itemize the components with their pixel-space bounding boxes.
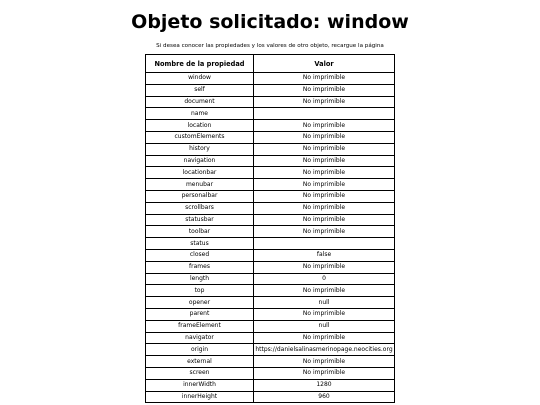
property-value-cell — [254, 108, 395, 120]
table-row — [146, 167, 395, 179]
property-value-cell: No imprimible — [254, 332, 395, 344]
property-name-cell: closed — [146, 249, 254, 261]
table-body — [146, 73, 395, 403]
table-row — [146, 297, 395, 309]
table-row — [146, 308, 395, 320]
property-value-cell: 0 — [254, 273, 395, 285]
property-name-cell: customElements — [146, 131, 254, 143]
table-row — [146, 108, 395, 120]
property-value-cell: No imprimible — [254, 120, 395, 132]
property-name-cell: self — [146, 84, 254, 96]
property-name-cell: top — [146, 285, 254, 297]
property-name-cell: menubar — [146, 179, 254, 191]
page-title: Objeto solicitado: window — [131, 11, 409, 33]
table-row — [146, 367, 395, 379]
table-row — [146, 202, 395, 214]
property-name-cell: frames — [146, 261, 254, 273]
table-row — [146, 73, 395, 85]
property-value-cell — [254, 238, 395, 250]
property-name-cell: location — [146, 120, 254, 132]
property-value-cell: No imprimible — [254, 155, 395, 167]
property-value-cell: No imprimible — [254, 143, 395, 155]
property-name-cell: opener — [146, 297, 254, 309]
table-row — [146, 179, 395, 191]
property-name-cell: window — [146, 73, 254, 85]
property-name-cell: locationbar — [146, 167, 254, 179]
property-name-cell: document — [146, 96, 254, 108]
property-name-cell: status — [146, 238, 254, 250]
property-value-cell: null — [254, 297, 395, 309]
table-row — [146, 391, 395, 403]
property-value-cell: null — [254, 320, 395, 332]
column-header-value: Valor — [254, 55, 395, 73]
property-value-cell: No imprimible — [254, 73, 395, 85]
table-row — [146, 96, 395, 108]
property-name-cell: length — [146, 273, 254, 285]
property-name-cell: name — [146, 108, 254, 120]
property-value-cell: No imprimible — [254, 131, 395, 143]
property-name-cell: scrollbars — [146, 202, 254, 214]
table-row — [146, 155, 395, 167]
property-name-cell: toolbar — [146, 226, 254, 238]
property-value-cell: No imprimible — [254, 261, 395, 273]
table-row — [146, 143, 395, 155]
table-row — [146, 261, 395, 273]
property-name-cell: navigator — [146, 332, 254, 344]
property-value-cell: No imprimible — [254, 96, 395, 108]
column-header-property-name: Nombre de la propiedad — [146, 55, 254, 73]
property-name-cell: history — [146, 143, 254, 155]
property-name-cell: frameElement — [146, 320, 254, 332]
property-value-cell: false — [254, 249, 395, 261]
property-value-cell: No imprimible — [254, 167, 395, 179]
table-row — [146, 120, 395, 132]
table-row — [146, 344, 395, 356]
property-name-cell: parent — [146, 308, 254, 320]
property-value-cell: No imprimible — [254, 214, 395, 226]
table-row — [146, 273, 395, 285]
property-value-cell: No imprimible — [254, 84, 395, 96]
property-name-cell: screen — [146, 367, 254, 379]
table-row — [146, 131, 395, 143]
property-name-cell: origin — [146, 344, 254, 356]
table-row — [146, 249, 395, 261]
property-value-cell: No imprimible — [254, 285, 395, 297]
property-name-cell: personalbar — [146, 190, 254, 202]
table-row — [146, 379, 395, 391]
table-header-row — [146, 55, 395, 73]
property-value-cell: No imprimible — [254, 226, 395, 238]
properties-table — [145, 54, 395, 403]
property-name-cell: statusbar — [146, 214, 254, 226]
property-value-cell: 960 — [254, 391, 395, 403]
property-name-cell: external — [146, 356, 254, 368]
table-row — [146, 84, 395, 96]
table-row — [146, 320, 395, 332]
table-row — [146, 285, 395, 297]
page-subtitle: Si desea conocer las propiedades y los valores de otro objeto, recargue la página — [156, 43, 384, 49]
table-row — [146, 332, 395, 344]
property-value-cell: No imprimible — [254, 190, 395, 202]
table-row — [146, 226, 395, 238]
property-value-cell: https://danielsalinasmerinopage.neocities.org — [254, 344, 395, 356]
property-value-cell: No imprimible — [254, 367, 395, 379]
property-name-cell: innerHeight — [146, 391, 254, 403]
property-value-cell: No imprimible — [254, 356, 395, 368]
property-value-cell: No imprimible — [254, 308, 395, 320]
table-row — [146, 356, 395, 368]
property-value-cell: 1280 — [254, 379, 395, 391]
table-row — [146, 190, 395, 202]
property-value-cell: No imprimible — [254, 202, 395, 214]
property-name-cell: navigation — [146, 155, 254, 167]
property-value-cell: No imprimible — [254, 179, 395, 191]
property-name-cell: innerWidth — [146, 379, 254, 391]
table-row — [146, 238, 395, 250]
table-row — [146, 214, 395, 226]
